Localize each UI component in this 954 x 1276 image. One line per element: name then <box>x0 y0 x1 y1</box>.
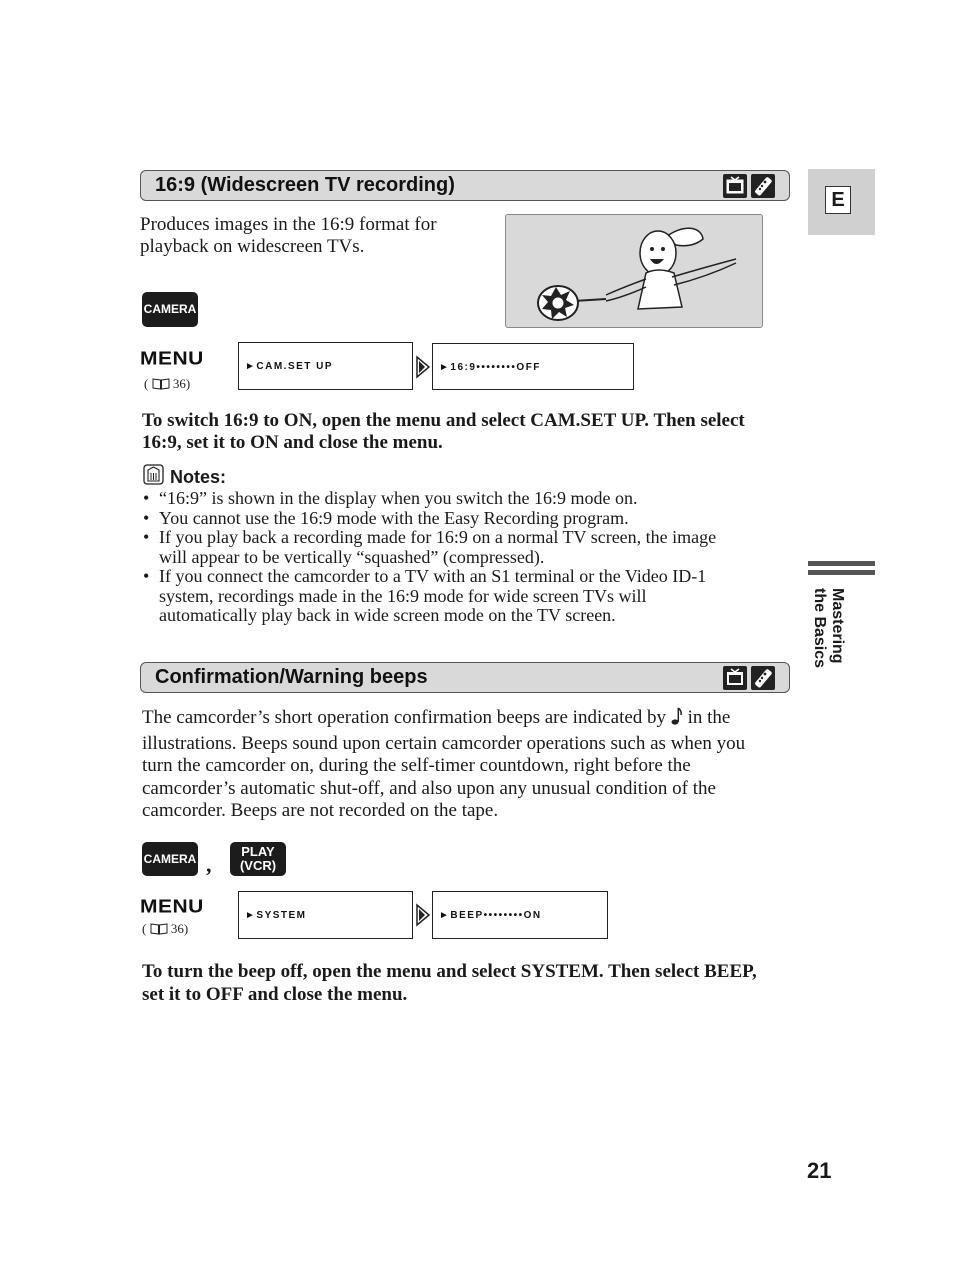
menu-label: MENU <box>140 896 204 917</box>
chapter-label <box>810 588 846 668</box>
camera-mode-label: CAMERA <box>143 302 197 316</box>
para-text: The camcorder’s short operation confirmation beeps are indicated by <box>142 707 667 728</box>
page-number: 21 <box>807 1158 832 1183</box>
menu-label: MENU <box>140 348 204 369</box>
instruction-line: 16:9, set it to ON and close the menu. <box>142 432 443 453</box>
list-item <box>143 489 783 509</box>
notes-heading <box>143 464 226 490</box>
arrow-icon <box>415 355 431 384</box>
para-line: camcorder. Beeps are not recorded on the tape. <box>142 800 499 821</box>
ref-open: ( <box>144 376 152 391</box>
camera-mode-badge <box>142 842 198 876</box>
list-item <box>143 509 783 529</box>
tv-icon <box>723 174 747 198</box>
list-item <box>143 528 783 567</box>
chapter-marker-bars <box>808 561 875 577</box>
menu-screen-text: ►SYSTEM <box>245 910 307 921</box>
notes-heading-text: Notes: <box>170 466 227 487</box>
ref-open: ( <box>142 921 150 936</box>
camera-mode-badge <box>142 292 198 327</box>
menu-screen-camsetup <box>238 342 413 390</box>
instruction-line: set it to OFF and close the menu. <box>142 984 408 1005</box>
camera-mode-label: CAMERA <box>143 852 197 866</box>
instruction-169 <box>142 410 792 454</box>
remote-icon <box>751 174 775 198</box>
play-label: PLAY <box>241 844 275 859</box>
menu-screen-169 <box>432 343 634 390</box>
note-line: • If you connect the camcorder to a TV with an S1 terminal or the Video ID-1 <box>159 566 707 586</box>
notes-icon <box>143 464 164 490</box>
note-line: • “16:9” is shown in the display when you switch the 16:9 mode on. <box>159 488 638 508</box>
note-icon <box>671 706 683 733</box>
intro-line: playback on widescreen TVs. <box>140 236 365 257</box>
instruction-beep <box>142 960 792 1006</box>
book-icon <box>152 377 170 394</box>
notes-list <box>143 489 783 626</box>
menu-screen-text: ►BEEP••••••••ON <box>439 910 542 921</box>
menu-screen-text: ►CAM.SET UP <box>245 361 334 372</box>
instruction-line: To switch 16:9 to ON, open the menu and select CAM.SET UP. Then select <box>142 410 745 431</box>
menu-screen-beep <box>432 891 608 939</box>
section-header-beeps <box>140 662 790 693</box>
para-text: in the <box>687 707 731 728</box>
intro-text <box>140 214 437 258</box>
language-tab-letter: E <box>825 186 851 214</box>
note-line: automatically play back in wide screen mode on the TV screen. <box>159 605 616 625</box>
menu-screen-system <box>238 891 413 939</box>
language-tab <box>808 169 875 235</box>
mode-separator: , <box>206 852 212 877</box>
ref-page: 36) <box>172 376 191 391</box>
vcr-label: (VCR) <box>239 858 277 873</box>
instruction-line: To turn the beep off, open the menu and select SYSTEM. Then select BEEP, <box>142 961 757 982</box>
beeps-paragraph <box>142 706 792 823</box>
menu-page-ref <box>144 376 190 394</box>
arrow-icon <box>415 903 431 932</box>
section-header-widescreen <box>140 170 790 201</box>
list-item <box>143 567 783 626</box>
play-vcr-mode-badge <box>230 842 286 876</box>
para-line: turn the camcorder on, during the self-timer countdown, right before the <box>142 755 691 776</box>
remote-icon <box>751 666 775 690</box>
chapter-label-line1: Mastering <box>829 588 846 664</box>
note-line: system, recordings made in the 16:9 mode for wide screen TVs will <box>159 585 647 606</box>
chapter-label-line2: the Basics <box>811 588 828 669</box>
note-line: will appear to be vertically “squashed” (compressed). <box>159 546 545 567</box>
section-title: 16:9 (Widescreen TV recording) <box>155 174 455 196</box>
ref-page: 36) <box>170 921 189 936</box>
tv-icon <box>723 666 747 690</box>
para-line: camcorder’s automatic shut-off, and also upon any unusual condition of the <box>142 777 716 799</box>
menu-page-ref <box>142 921 188 939</box>
section-title: Confirmation/Warning beeps <box>155 666 428 688</box>
para-line: illustrations. Beeps sound upon certain camcorder operations such as when you <box>142 732 746 754</box>
note-line: • You cannot use the 16:9 mode with the Easy Recording program. <box>159 507 629 528</box>
illustration-girl-with-racket <box>505 214 763 328</box>
note-line: • If you play back a recording made for 16:9 on a normal TV screen, the image <box>159 527 717 547</box>
book-icon <box>150 922 168 939</box>
menu-screen-text: ►16:9••••••••OFF <box>439 362 541 373</box>
intro-line: Produces images in the 16:9 format for <box>140 214 437 235</box>
